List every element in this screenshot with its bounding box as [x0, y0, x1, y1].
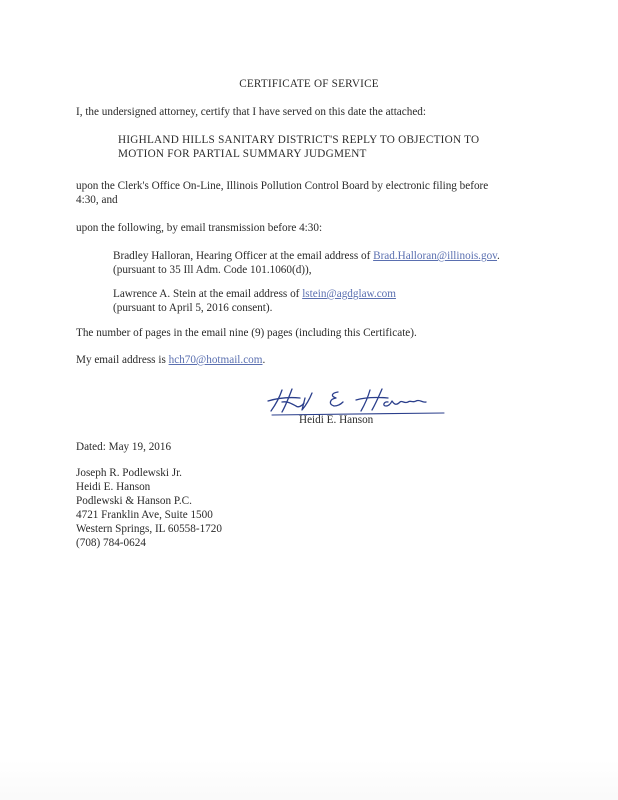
- address-line: 4721 Franklin Ave, Suite 1500: [76, 509, 213, 521]
- stein-email-link[interactable]: lstein@agdglaw.com: [302, 288, 396, 300]
- scan-shade: [0, 760, 618, 800]
- halloran-email-link[interactable]: Brad.Halloran@illinois.gov: [373, 250, 498, 262]
- address-line: Western Springs, IL 60558-1720: [76, 523, 222, 535]
- address-line: (708) 784-0624: [76, 537, 146, 549]
- recipient-halloran-suffix: .: [497, 250, 500, 262]
- following-text: upon the following, by email transmission before 4:30:: [76, 222, 323, 234]
- pages-count-text: The number of pages in the email nine (9) pages (including this Certificate).: [76, 327, 417, 339]
- intro-text: I, the undersigned attorney, certify that I have served on this date the attached:: [76, 106, 426, 118]
- clerk-service-line1: upon the Clerk's Office On-Line, Illinois Pollution Control Board by electronic filing before: [76, 180, 489, 192]
- recipient-halloran-citation: (pursuant to 35 Ill Adm. Code 101.1060(d)),: [113, 264, 312, 276]
- my-email-prefix: My email address is: [76, 354, 169, 366]
- recipient-halloran: [113, 249, 500, 263]
- recipient-halloran-prefix: Bradley Halloran, Hearing Officer at the email address of: [113, 250, 374, 262]
- recipient-stein: [113, 287, 396, 301]
- recipient-stein-citation: (pursuant to April 5, 2016 consent).: [113, 302, 273, 314]
- date-line: Dated: May 19, 2016: [76, 441, 172, 453]
- my-email-suffix: .: [262, 354, 266, 366]
- signer-name: Heidi E. Hanson: [299, 414, 374, 426]
- my-email-link[interactable]: hch70@hotmail.com: [168, 354, 263, 366]
- page-title: CERTIFICATE OF SERVICE: [239, 78, 379, 90]
- address-line: Podlewski & Hanson P.C.: [76, 495, 192, 507]
- clerk-service-line2: 4:30, and: [76, 194, 118, 206]
- recipient-stein-prefix: Lawrence A. Stein at the email address of: [113, 288, 303, 300]
- served-document-title-line1: HIGHLAND HILLS SANITARY DISTRICT'S REPLY TO OBJECTION TO: [118, 134, 480, 146]
- address-line: Joseph R. Podlewski Jr.: [76, 467, 182, 479]
- served-document-title-line2: MOTION FOR PARTIAL SUMMARY JUDGMENT: [118, 148, 367, 160]
- my-email-line: [76, 353, 265, 367]
- address-line: Heidi E. Hanson: [76, 481, 151, 493]
